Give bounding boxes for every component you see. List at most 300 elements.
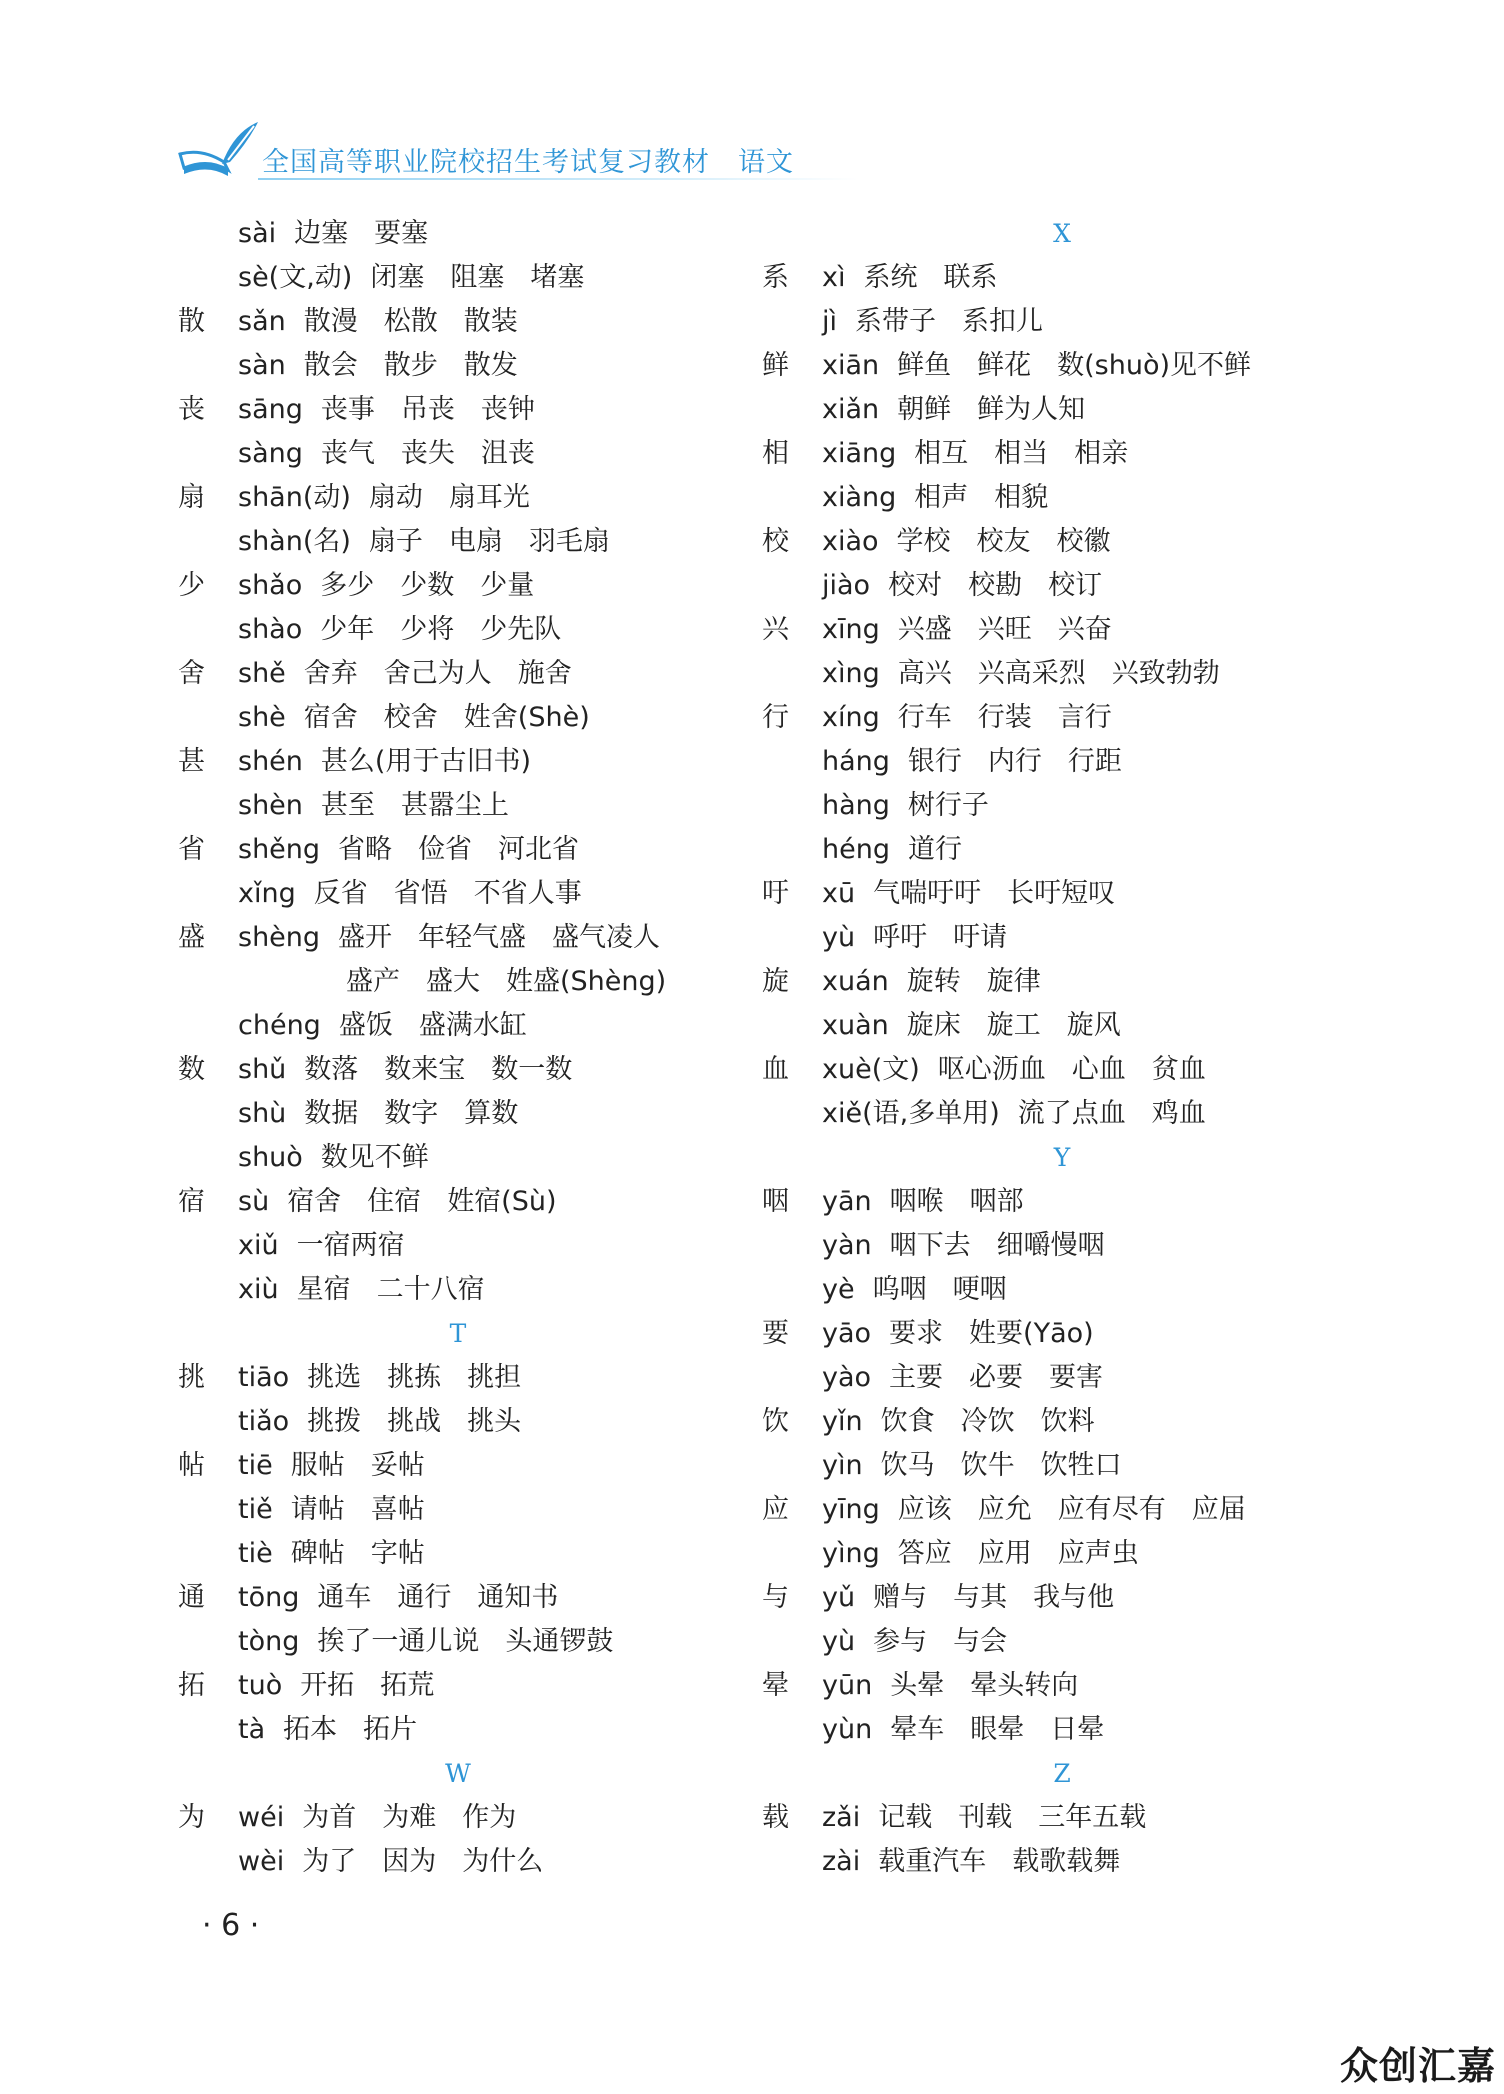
entry-row — [178, 1576, 738, 1620]
example-word: 旋床 — [906, 1010, 961, 1041]
example-word: 一宿两宿 — [296, 1230, 405, 1261]
pinyin: xiào — [822, 526, 879, 557]
headword-char: 载 — [762, 1802, 789, 1833]
headword-char: 挑 — [178, 1362, 205, 1393]
example-word: 呼吁 — [873, 922, 928, 953]
example-word: 多少 — [320, 570, 375, 601]
entry-text — [822, 1092, 1232, 1136]
entry-text — [238, 1004, 553, 1048]
entry-text — [238, 1092, 544, 1136]
pinyin: shù — [238, 1098, 287, 1129]
pinyin: shān(动) — [238, 482, 351, 513]
example-word: 扇子 — [368, 526, 423, 557]
example-word: 鲜花 — [977, 350, 1032, 381]
entry-row — [178, 960, 738, 1004]
pinyin: xiù — [238, 1274, 279, 1305]
watermark: 众创汇嘉 — [1339, 2044, 1496, 2088]
right-column — [762, 212, 1362, 1884]
example-word: 校友 — [976, 526, 1031, 557]
example-word: 为首 — [302, 1802, 357, 1833]
entry-text — [822, 828, 988, 872]
example-word: 扇耳光 — [448, 482, 530, 513]
pinyin: hàng — [822, 790, 890, 821]
example-word: 服帖 — [290, 1450, 345, 1481]
example-word: 数一数 — [491, 1054, 573, 1085]
pinyin: yīng — [822, 1494, 880, 1525]
pinyin: sài — [238, 218, 277, 249]
pinyin: tiè — [238, 1538, 273, 1569]
entry-text — [238, 1400, 547, 1444]
headword-char: 校 — [762, 526, 789, 557]
entry-text — [238, 300, 544, 344]
example-word: 住宿 — [367, 1186, 422, 1217]
example-word: 载歌载舞 — [1012, 1846, 1121, 1877]
entry-text — [822, 740, 1148, 784]
header-divider — [258, 178, 858, 180]
pinyin: xuàn — [822, 1010, 889, 1041]
left-column — [178, 212, 738, 1884]
entry-row — [178, 1796, 738, 1840]
headword-char: 舍 — [178, 658, 205, 689]
example-word: 拓荒 — [380, 1670, 435, 1701]
example-word: 舍弃 — [303, 658, 358, 689]
example-word: 行车 — [897, 702, 952, 733]
example-word: 姓宿(Sù) — [447, 1186, 557, 1217]
example-word: 银行 — [907, 746, 962, 777]
entry-text — [238, 872, 608, 916]
entry-row — [178, 1180, 738, 1224]
pinyin: shèn — [238, 790, 303, 821]
example-word: 字帖 — [370, 1538, 425, 1569]
entry-row — [178, 916, 738, 960]
entry-row — [178, 696, 738, 740]
pinyin: xiāng — [822, 438, 897, 469]
example-word: 要求 — [889, 1318, 944, 1349]
pinyin: shěng — [238, 834, 321, 865]
example-word: 联系 — [943, 262, 998, 293]
headword-char: 与 — [762, 1582, 789, 1613]
pinyin: zài — [822, 1846, 861, 1877]
example-word: 散步 — [383, 350, 438, 381]
section-letter: T — [449, 1319, 467, 1348]
example-word: 校对 — [888, 570, 943, 601]
pinyin: zǎi — [822, 1802, 861, 1833]
pinyin: yāo — [822, 1318, 872, 1349]
headword-char: 饮 — [762, 1406, 789, 1437]
entry-text — [238, 564, 560, 608]
entry-row — [762, 1224, 1362, 1268]
headword-char: 要 — [762, 1318, 789, 1349]
example-word: 行装 — [977, 702, 1032, 733]
example-word: 呜咽 — [872, 1274, 927, 1305]
example-word: 鲜鱼 — [897, 350, 952, 381]
page-header — [178, 118, 858, 188]
entry-row — [762, 784, 1362, 828]
example-word: 丧钟 — [480, 394, 535, 425]
entry-text — [822, 784, 1015, 828]
pinyin: yǔ — [822, 1582, 856, 1613]
example-word: 少数 — [400, 570, 455, 601]
example-word: 沮丧 — [480, 438, 535, 469]
example-word: 数落 — [304, 1054, 359, 1085]
entry-text — [822, 1576, 1140, 1620]
pinyin: sǎn — [238, 306, 286, 337]
pinyin: shào — [238, 614, 303, 645]
entry-row — [178, 432, 738, 476]
example-word: 年轻气盛 — [418, 922, 527, 953]
example-word: 主要 — [889, 1362, 944, 1393]
example-word: 姓盛(Shèng) — [506, 966, 667, 997]
example-word: 相当 — [994, 438, 1049, 469]
entry-row — [762, 476, 1362, 520]
example-word: 开拓 — [300, 1670, 355, 1701]
entry-row — [178, 388, 738, 432]
entry-row — [762, 1664, 1362, 1708]
pinyin: yùn — [822, 1714, 873, 1745]
example-word: 松散 — [383, 306, 438, 337]
example-word: 晕头转向 — [970, 1670, 1079, 1701]
entry-text — [822, 432, 1154, 476]
entry-row — [762, 564, 1362, 608]
headword-char: 血 — [762, 1054, 789, 1085]
example-word: 省悟 — [393, 878, 448, 909]
entry-text — [822, 1048, 1232, 1092]
entry-row — [178, 1224, 738, 1268]
pinyin: wéi — [238, 1802, 285, 1833]
entry-text — [822, 960, 1067, 1004]
entry-text — [822, 1620, 1033, 1664]
entry-row — [762, 740, 1362, 784]
book-quill-icon — [178, 118, 268, 184]
entry-text — [238, 1708, 443, 1752]
pinyin: tiǎo — [238, 1406, 290, 1437]
pinyin: yān — [822, 1186, 872, 1217]
pinyin: jì — [822, 306, 838, 337]
example-word: 旋风 — [1066, 1010, 1121, 1041]
example-word: 参与 — [873, 1626, 928, 1657]
entry-text — [238, 432, 561, 476]
pinyin: yào — [822, 1362, 872, 1393]
example-word: 内行 — [987, 746, 1042, 777]
example-word: 河北省 — [498, 834, 580, 865]
entry-row — [762, 608, 1362, 652]
section-letter: Z — [1053, 1759, 1071, 1788]
entry-row — [762, 1312, 1362, 1356]
entry-row — [762, 1444, 1362, 1488]
entry-row — [178, 1004, 738, 1048]
entry-row — [178, 1400, 738, 1444]
pinyin: tiě — [238, 1494, 273, 1525]
example-word: 行距 — [1067, 746, 1122, 777]
pinyin: shǎo — [238, 570, 303, 601]
entry-text — [822, 696, 1138, 740]
entry-row — [178, 1444, 738, 1488]
example-word: 高兴 — [897, 658, 952, 689]
pinyin: yè — [822, 1274, 855, 1305]
entry-row — [762, 1180, 1362, 1224]
entry-text — [822, 872, 1141, 916]
entry-text — [822, 1708, 1130, 1752]
pinyin: sè(文,动) — [238, 262, 353, 293]
entry-row — [178, 1840, 738, 1884]
example-word: 舍己为人 — [383, 658, 492, 689]
example-word: 日晕 — [1050, 1714, 1105, 1745]
example-word: 流了点血 — [1017, 1098, 1126, 1129]
example-word: 数据 — [304, 1098, 359, 1129]
example-word: 堵塞 — [530, 262, 585, 293]
example-word: 校徽 — [1056, 526, 1111, 557]
entry-row — [178, 740, 738, 784]
example-word: 校勘 — [968, 570, 1023, 601]
entry-text — [822, 344, 1277, 388]
example-word: 系带子 — [855, 306, 937, 337]
example-word: 我与他 — [1033, 1582, 1115, 1613]
headword-char: 拓 — [178, 1670, 205, 1701]
example-word: 心血 — [1071, 1054, 1126, 1085]
entry-text — [822, 1180, 1050, 1224]
entry-row — [762, 1840, 1362, 1884]
example-word: 通行 — [397, 1582, 452, 1613]
section-letter: Y — [1053, 1143, 1071, 1172]
headword-char: 晕 — [762, 1670, 789, 1701]
entry-row — [762, 1796, 1362, 1840]
entry-row — [762, 828, 1362, 872]
example-word: 挑拨 — [307, 1406, 362, 1437]
example-word: 姓要(Yāo) — [969, 1318, 1094, 1349]
example-word: 阻塞 — [450, 262, 505, 293]
pinyin: yìng — [822, 1538, 880, 1569]
pinyin: sàn — [238, 350, 286, 381]
example-word: 盛满水缸 — [418, 1010, 527, 1041]
example-word: 应该 — [897, 1494, 952, 1525]
entry-row — [178, 1664, 738, 1708]
pinyin: xíng — [822, 702, 880, 733]
page-number: · 6 · — [202, 1908, 260, 1943]
example-word: 校订 — [1048, 570, 1103, 601]
entry-text — [238, 608, 587, 652]
entry-row — [178, 1356, 738, 1400]
example-word: 少量 — [480, 570, 535, 601]
pinyin: yù — [822, 922, 856, 953]
entry-text — [822, 564, 1128, 608]
example-word: 盛开 — [338, 922, 393, 953]
entry-text — [822, 1664, 1104, 1708]
example-word: 星宿 — [296, 1274, 351, 1305]
entry-row — [178, 1268, 738, 1312]
example-word: 相互 — [914, 438, 969, 469]
section-letter: W — [445, 1759, 471, 1788]
example-word: 挑拣 — [387, 1362, 442, 1393]
entry-text — [822, 1400, 1121, 1444]
example-word: 省略 — [338, 834, 393, 865]
example-word: 丧气 — [320, 438, 375, 469]
pinyin: xuán — [822, 966, 889, 997]
entry-row — [762, 916, 1362, 960]
entry-text — [822, 300, 1069, 344]
entry-row — [178, 520, 738, 564]
example-word: 甚嚣尘上 — [400, 790, 509, 821]
example-word: 要害 — [1049, 1362, 1104, 1393]
example-word: 朝鲜 — [897, 394, 952, 425]
entry-text — [822, 1312, 1120, 1356]
example-word: 应届 — [1191, 1494, 1246, 1525]
pinyin: tòng — [238, 1626, 300, 1657]
example-word: 气喘吁吁 — [873, 878, 982, 909]
example-word: 旋转 — [906, 966, 961, 997]
example-word: 道行 — [907, 834, 962, 865]
entry-row — [178, 608, 738, 652]
entry-row — [762, 256, 1362, 300]
entry-row — [178, 1620, 738, 1664]
pinyin: wèi — [238, 1846, 285, 1877]
entry-text — [238, 1356, 547, 1400]
example-word: 系统 — [863, 262, 918, 293]
example-word: 应允 — [977, 1494, 1032, 1525]
example-word: 少先队 — [480, 614, 562, 645]
example-word: 不省人事 — [473, 878, 582, 909]
headword-char: 系 — [762, 262, 789, 293]
entry-text — [822, 1532, 1165, 1576]
entry-row — [178, 344, 738, 388]
pinyin: shǔ — [238, 1054, 287, 1085]
entry-text — [238, 828, 605, 872]
example-word: 碑帖 — [290, 1538, 345, 1569]
headword-char: 甚 — [178, 746, 205, 777]
example-word: 要塞 — [374, 218, 429, 249]
pinyin: xiě(语,多单用) — [822, 1098, 1000, 1129]
example-word: 散漫 — [303, 306, 358, 337]
entry-row — [762, 1620, 1362, 1664]
entry-text — [822, 520, 1137, 564]
example-word: 记载 — [878, 1802, 933, 1833]
example-word: 二十八宿 — [376, 1274, 485, 1305]
headword-char: 行 — [762, 702, 789, 733]
entry-text — [238, 1444, 451, 1488]
example-word: 应用 — [977, 1538, 1032, 1569]
entry-row — [178, 828, 738, 872]
pinyin: xǐng — [238, 878, 296, 909]
pinyin: sù — [238, 1186, 270, 1217]
entry-row — [762, 520, 1362, 564]
entry-text — [238, 1532, 451, 1576]
example-word: 鲜为人知 — [977, 394, 1086, 425]
example-word: 边塞 — [294, 218, 349, 249]
entry-text — [822, 1224, 1131, 1268]
example-word: 旋工 — [986, 1010, 1041, 1041]
entry-row — [762, 1004, 1362, 1048]
pinyin: xīng — [822, 614, 880, 645]
example-word: 扇动 — [368, 482, 423, 513]
entry-text — [238, 1488, 451, 1532]
headword-char: 扇 — [178, 482, 205, 513]
pinyin: tiē — [238, 1450, 273, 1481]
entry-text — [822, 652, 1246, 696]
entry-text — [238, 344, 544, 388]
example-word: 作为 — [462, 1802, 517, 1833]
pinyin: yǐn — [822, 1406, 863, 1437]
entry-text — [822, 476, 1074, 520]
example-word: 散发 — [463, 350, 518, 381]
example-word: 姓舍(Shè) — [463, 702, 590, 733]
example-word: 兴致勃勃 — [1111, 658, 1220, 689]
entry-row — [762, 388, 1362, 432]
headword-char: 鲜 — [762, 350, 789, 381]
example-word: 咽部 — [969, 1186, 1024, 1217]
example-word: 相亲 — [1074, 438, 1129, 469]
pinyin: héng — [822, 834, 890, 865]
entry-text — [238, 916, 686, 960]
example-word: 甚么(用于古旧书) — [320, 746, 531, 777]
entry-text — [238, 1576, 584, 1620]
example-word: 盛气凌人 — [552, 922, 661, 953]
entry-text — [238, 256, 610, 300]
example-word: 三年五载 — [1038, 1802, 1147, 1833]
example-word: 丧事 — [320, 394, 375, 425]
example-word: 应有尽有 — [1057, 1494, 1166, 1525]
entry-row — [178, 476, 738, 520]
example-word: 贫血 — [1151, 1054, 1206, 1085]
example-word: 校舍 — [383, 702, 438, 733]
example-word: 吁请 — [953, 922, 1008, 953]
example-word: 丧失 — [400, 438, 455, 469]
example-word: 头晕 — [890, 1670, 945, 1701]
entry-text — [822, 1796, 1172, 1840]
example-word: 饮牲口 — [1040, 1450, 1122, 1481]
example-word: 挑担 — [467, 1362, 522, 1393]
entry-row — [762, 300, 1362, 344]
pinyin: shuò — [238, 1142, 303, 1173]
pinyin: tà — [238, 1714, 266, 1745]
pinyin: yàn — [822, 1230, 872, 1261]
example-word: 言行 — [1057, 702, 1112, 733]
entry-row — [762, 696, 1362, 740]
example-word: 盛大 — [426, 966, 480, 997]
example-word: 通知书 — [477, 1582, 559, 1613]
pinyin: sàng — [238, 438, 303, 469]
example-word: 挨了一通儿说 — [317, 1626, 480, 1657]
entry-text — [238, 740, 557, 784]
example-word: 挑头 — [467, 1406, 522, 1437]
entry-text — [238, 520, 636, 564]
pinyin: xiǎn — [822, 394, 880, 425]
example-word: 与其 — [953, 1582, 1008, 1613]
example-word: 头通锣鼓 — [505, 1626, 614, 1657]
example-word: 因为 — [382, 1846, 437, 1877]
headword-char: 咽 — [762, 1186, 789, 1217]
entry-text — [238, 1224, 431, 1268]
example-word: 赠与 — [873, 1582, 928, 1613]
headword-char: 数 — [178, 1054, 205, 1085]
entry-text — [238, 212, 454, 256]
pinyin: xiàng — [822, 482, 897, 513]
example-word: 盛饭 — [338, 1010, 393, 1041]
example-word: 眼晕 — [970, 1714, 1025, 1745]
pinyin: xuè(文) — [822, 1054, 920, 1085]
pinyin: xìng — [822, 658, 880, 689]
entry-row — [178, 564, 738, 608]
entry-text — [822, 1004, 1147, 1048]
example-word: 喜帖 — [370, 1494, 425, 1525]
entry-text — [238, 696, 616, 740]
pinyin: tuò — [238, 1670, 283, 1701]
example-word: 呕心沥血 — [937, 1054, 1046, 1085]
entry-text — [822, 1268, 1033, 1312]
example-word: 饮食 — [880, 1406, 935, 1437]
example-word: 旋律 — [986, 966, 1041, 997]
example-word: 兴盛 — [897, 614, 952, 645]
example-word: 饮马 — [880, 1450, 935, 1481]
example-word: 妥帖 — [370, 1450, 425, 1481]
